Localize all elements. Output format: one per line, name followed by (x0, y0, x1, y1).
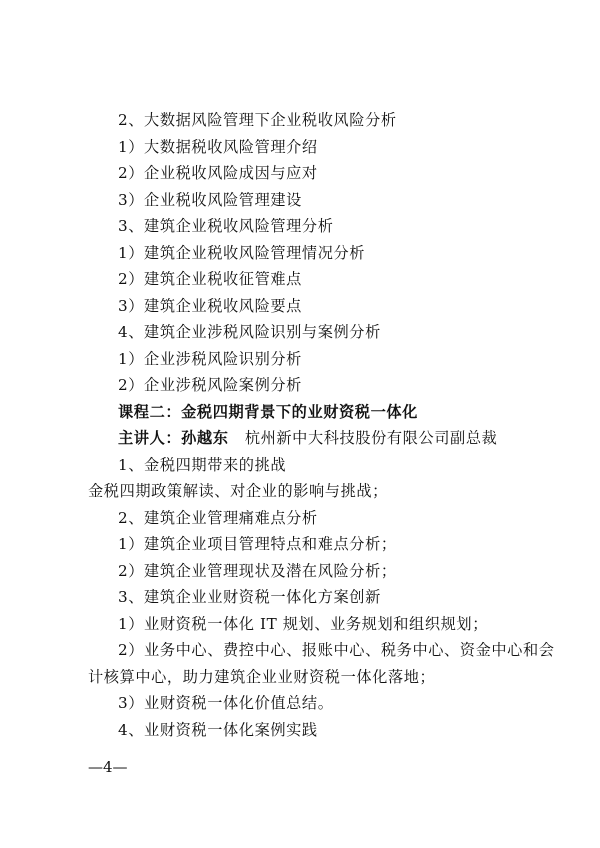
list-item: 金税四期政策解读、对企业的影响与挑战； (88, 482, 388, 500)
list-item: 1）建筑企业税收风险管理情况分析 (118, 243, 366, 262)
course-title: 课程二：金税四期背景下的业财资税一体化 (118, 402, 418, 421)
list-item: 3）业财资税一体化价值总结。 (118, 694, 334, 712)
list-item: 1）业财资税一体化 IT 规划、业务规划和组织规划； (118, 614, 488, 633)
list-item: 2）建筑企业管理现状及潜在风险分析； (118, 561, 397, 580)
list-item: 2）建筑企业税收征管难点 (118, 270, 302, 288)
list-item: 1、金税四期带来的挑战 (118, 455, 287, 474)
list-item: 3、建筑企业税收风险管理分析 (118, 217, 334, 235)
list-item: 1）建筑企业项目管理特点和难点分析； (118, 535, 397, 553)
list-item: 2）业务中心、费控中心、报账中心、税务中心、资金中心和会 (118, 641, 555, 659)
document-body (88, 107, 555, 743)
list-item: 2）企业涉税风险案例分析 (118, 376, 302, 394)
list-item: 2）企业税收风险成因与应对 (118, 164, 318, 182)
list-item: 计核算中心，助力建筑企业业财资税一体化落地； (88, 667, 436, 686)
list-item: 3）企业税收风险管理建设 (118, 190, 302, 209)
list-item: 4、业财资税一体化案例实践 (118, 720, 318, 739)
list-item: 2、大数据风险管理下企业税收风险分析 (118, 111, 397, 129)
list-item: 3、建筑企业业财资税一体化方案创新 (118, 588, 381, 606)
list-item: 1）大数据税收风险管理介绍 (118, 137, 318, 156)
speaker-org: 杭州新中大科技股份有限公司副总裁 (244, 429, 498, 447)
speaker-label: 主讲人：孙越东 (118, 429, 229, 447)
page-number: —4— (88, 758, 128, 776)
list-item: 3）建筑企业税收风险要点 (118, 296, 302, 315)
list-item: 2、建筑企业管理痛难点分析 (118, 508, 318, 527)
speaker-line (88, 425, 528, 452)
list-item: 4、建筑企业涉税风险识别与案例分析 (118, 323, 381, 341)
list-item: 1）企业涉税风险识别分析 (118, 349, 302, 368)
